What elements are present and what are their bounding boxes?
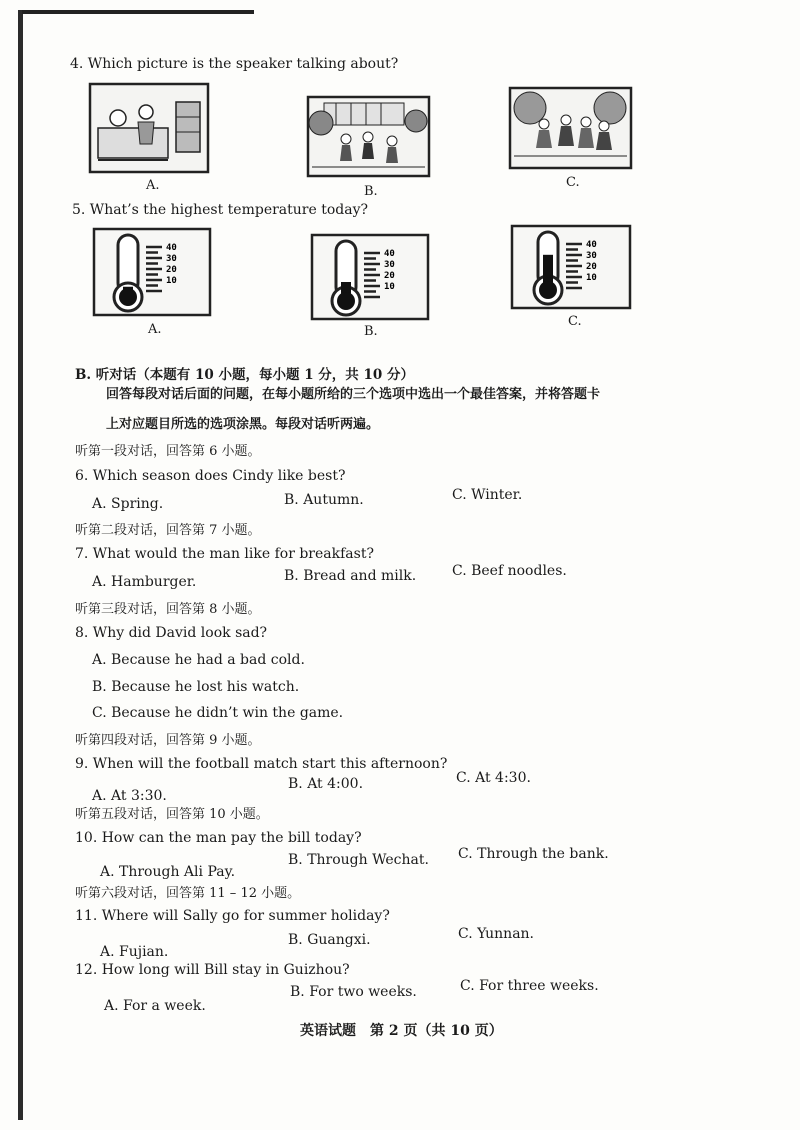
question-10-option-b: B. Through Wechat. bbox=[288, 852, 429, 868]
question-7-option-a: A. Hamburger. bbox=[92, 574, 197, 590]
question-7-option-b: B. Bread and milk. bbox=[284, 568, 417, 584]
question-10: 10. How can the man pay the bill today? bbox=[75, 830, 362, 846]
question-8: 8. Why did David look sad? bbox=[75, 625, 268, 641]
thermometer-b-picture bbox=[310, 233, 430, 321]
question-5: 5. What’s the highest temperature today? bbox=[72, 202, 368, 218]
playing-outdoors-picture bbox=[508, 86, 633, 170]
q5-option-a-label: A. bbox=[148, 322, 162, 337]
q4-option-b-label: B. bbox=[364, 184, 378, 199]
scan-left-edge bbox=[18, 10, 23, 1120]
question-11-option-c: C. Yunnan. bbox=[458, 926, 535, 942]
question-9-option-a: A. At 3:30. bbox=[92, 788, 167, 804]
sick-in-bed-picture bbox=[88, 82, 210, 174]
scale-label: 10 bbox=[166, 276, 177, 286]
dialogue-hint-6: 听第一段对话，回答第 6 小题。 bbox=[75, 444, 261, 459]
thermometer-a-picture bbox=[92, 227, 212, 317]
question-9-option-b: B. At 4:00. bbox=[288, 776, 364, 792]
q4-option-c-label: C. bbox=[566, 175, 580, 190]
scale-label: 40 bbox=[384, 249, 395, 259]
scale-label: 20 bbox=[384, 271, 395, 281]
question-9-option-c: C. At 4:30. bbox=[456, 770, 531, 786]
thermometer-c-picture bbox=[510, 224, 632, 310]
dialogue-hint-11: 听第六段对话，回答第 11 – 12 小题。 bbox=[75, 886, 301, 901]
dialogue-hint-7: 听第二段对话，回答第 7 小题。 bbox=[75, 523, 261, 538]
question-8-option-b: B. Because he lost his watch. bbox=[92, 679, 300, 695]
question-6-option-c: C. Winter. bbox=[452, 487, 523, 503]
question-9: 9. When will the football match start this afternoon? bbox=[75, 756, 448, 772]
question-7-option-c: C. Beef noodles. bbox=[452, 563, 567, 579]
q5-option-c-label: C. bbox=[568, 314, 582, 329]
question-12: 12. How long will Bill stay in Guizhou? bbox=[75, 962, 350, 978]
question-12-option-a: A. For a week. bbox=[104, 998, 206, 1014]
question-12-option-b: B. For two weeks. bbox=[290, 984, 417, 1000]
question-6: 6. Which season does Cindy like best? bbox=[75, 468, 346, 484]
q4-option-a-label: A. bbox=[146, 178, 160, 193]
scan-top-bar bbox=[22, 10, 254, 14]
planting-trees-picture bbox=[306, 95, 431, 178]
question-4: 4. Which picture is the speaker talking about? bbox=[70, 56, 399, 72]
question-11: 11. Where will Sally go for summer holiday? bbox=[75, 908, 390, 924]
question-8-option-a: A. Because he had a bad cold. bbox=[92, 652, 305, 668]
question-6-option-b: B. Autumn. bbox=[284, 492, 364, 508]
scale-label: 30 bbox=[586, 251, 597, 261]
section-b-instruction-1: 回答每段对话后面的问题，在每小题所给的三个选项中选出一个最佳答案，并将答题卡 bbox=[106, 387, 601, 402]
section-b-title: B. 听对话（本题有 10 小题，每小题 1 分，共 10 分） bbox=[75, 367, 414, 383]
scale-label: 30 bbox=[384, 260, 395, 270]
question-10-option-c: C. Through the bank. bbox=[458, 846, 609, 862]
question-11-option-b: B. Guangxi. bbox=[288, 932, 371, 948]
q5-option-b-label: B. bbox=[364, 324, 378, 339]
scale-label: 10 bbox=[384, 282, 395, 292]
question-7: 7. What would the man like for breakfast? bbox=[75, 546, 374, 562]
scale-label: 40 bbox=[586, 240, 597, 250]
page-footer: 英语试题 第 2 页（共 10 页） bbox=[300, 1023, 503, 1039]
question-11-option-a: A. Fujian. bbox=[100, 944, 169, 960]
scale-label: 40 bbox=[166, 243, 177, 253]
dialogue-hint-8: 听第三段对话，回答第 8 小题。 bbox=[75, 602, 261, 617]
dialogue-hint-10: 听第五段对话，回答第 10 小题。 bbox=[75, 807, 269, 822]
question-12-option-c: C. For three weeks. bbox=[460, 978, 599, 994]
scale-label: 20 bbox=[586, 262, 597, 272]
scale-label: 10 bbox=[586, 273, 597, 283]
section-b-instruction-2: 上对应题目所选的选项涂黑。每段对话听两遍。 bbox=[106, 417, 380, 432]
question-8-option-c: C. Because he didn’t win the game. bbox=[92, 705, 344, 721]
scale-label: 20 bbox=[166, 265, 177, 275]
question-10-option-a: A. Through Ali Pay. bbox=[100, 864, 236, 880]
question-6-option-a: A. Spring. bbox=[92, 496, 164, 512]
dialogue-hint-9: 听第四段对话，回答第 9 小题。 bbox=[75, 733, 261, 748]
scale-label: 30 bbox=[166, 254, 177, 264]
